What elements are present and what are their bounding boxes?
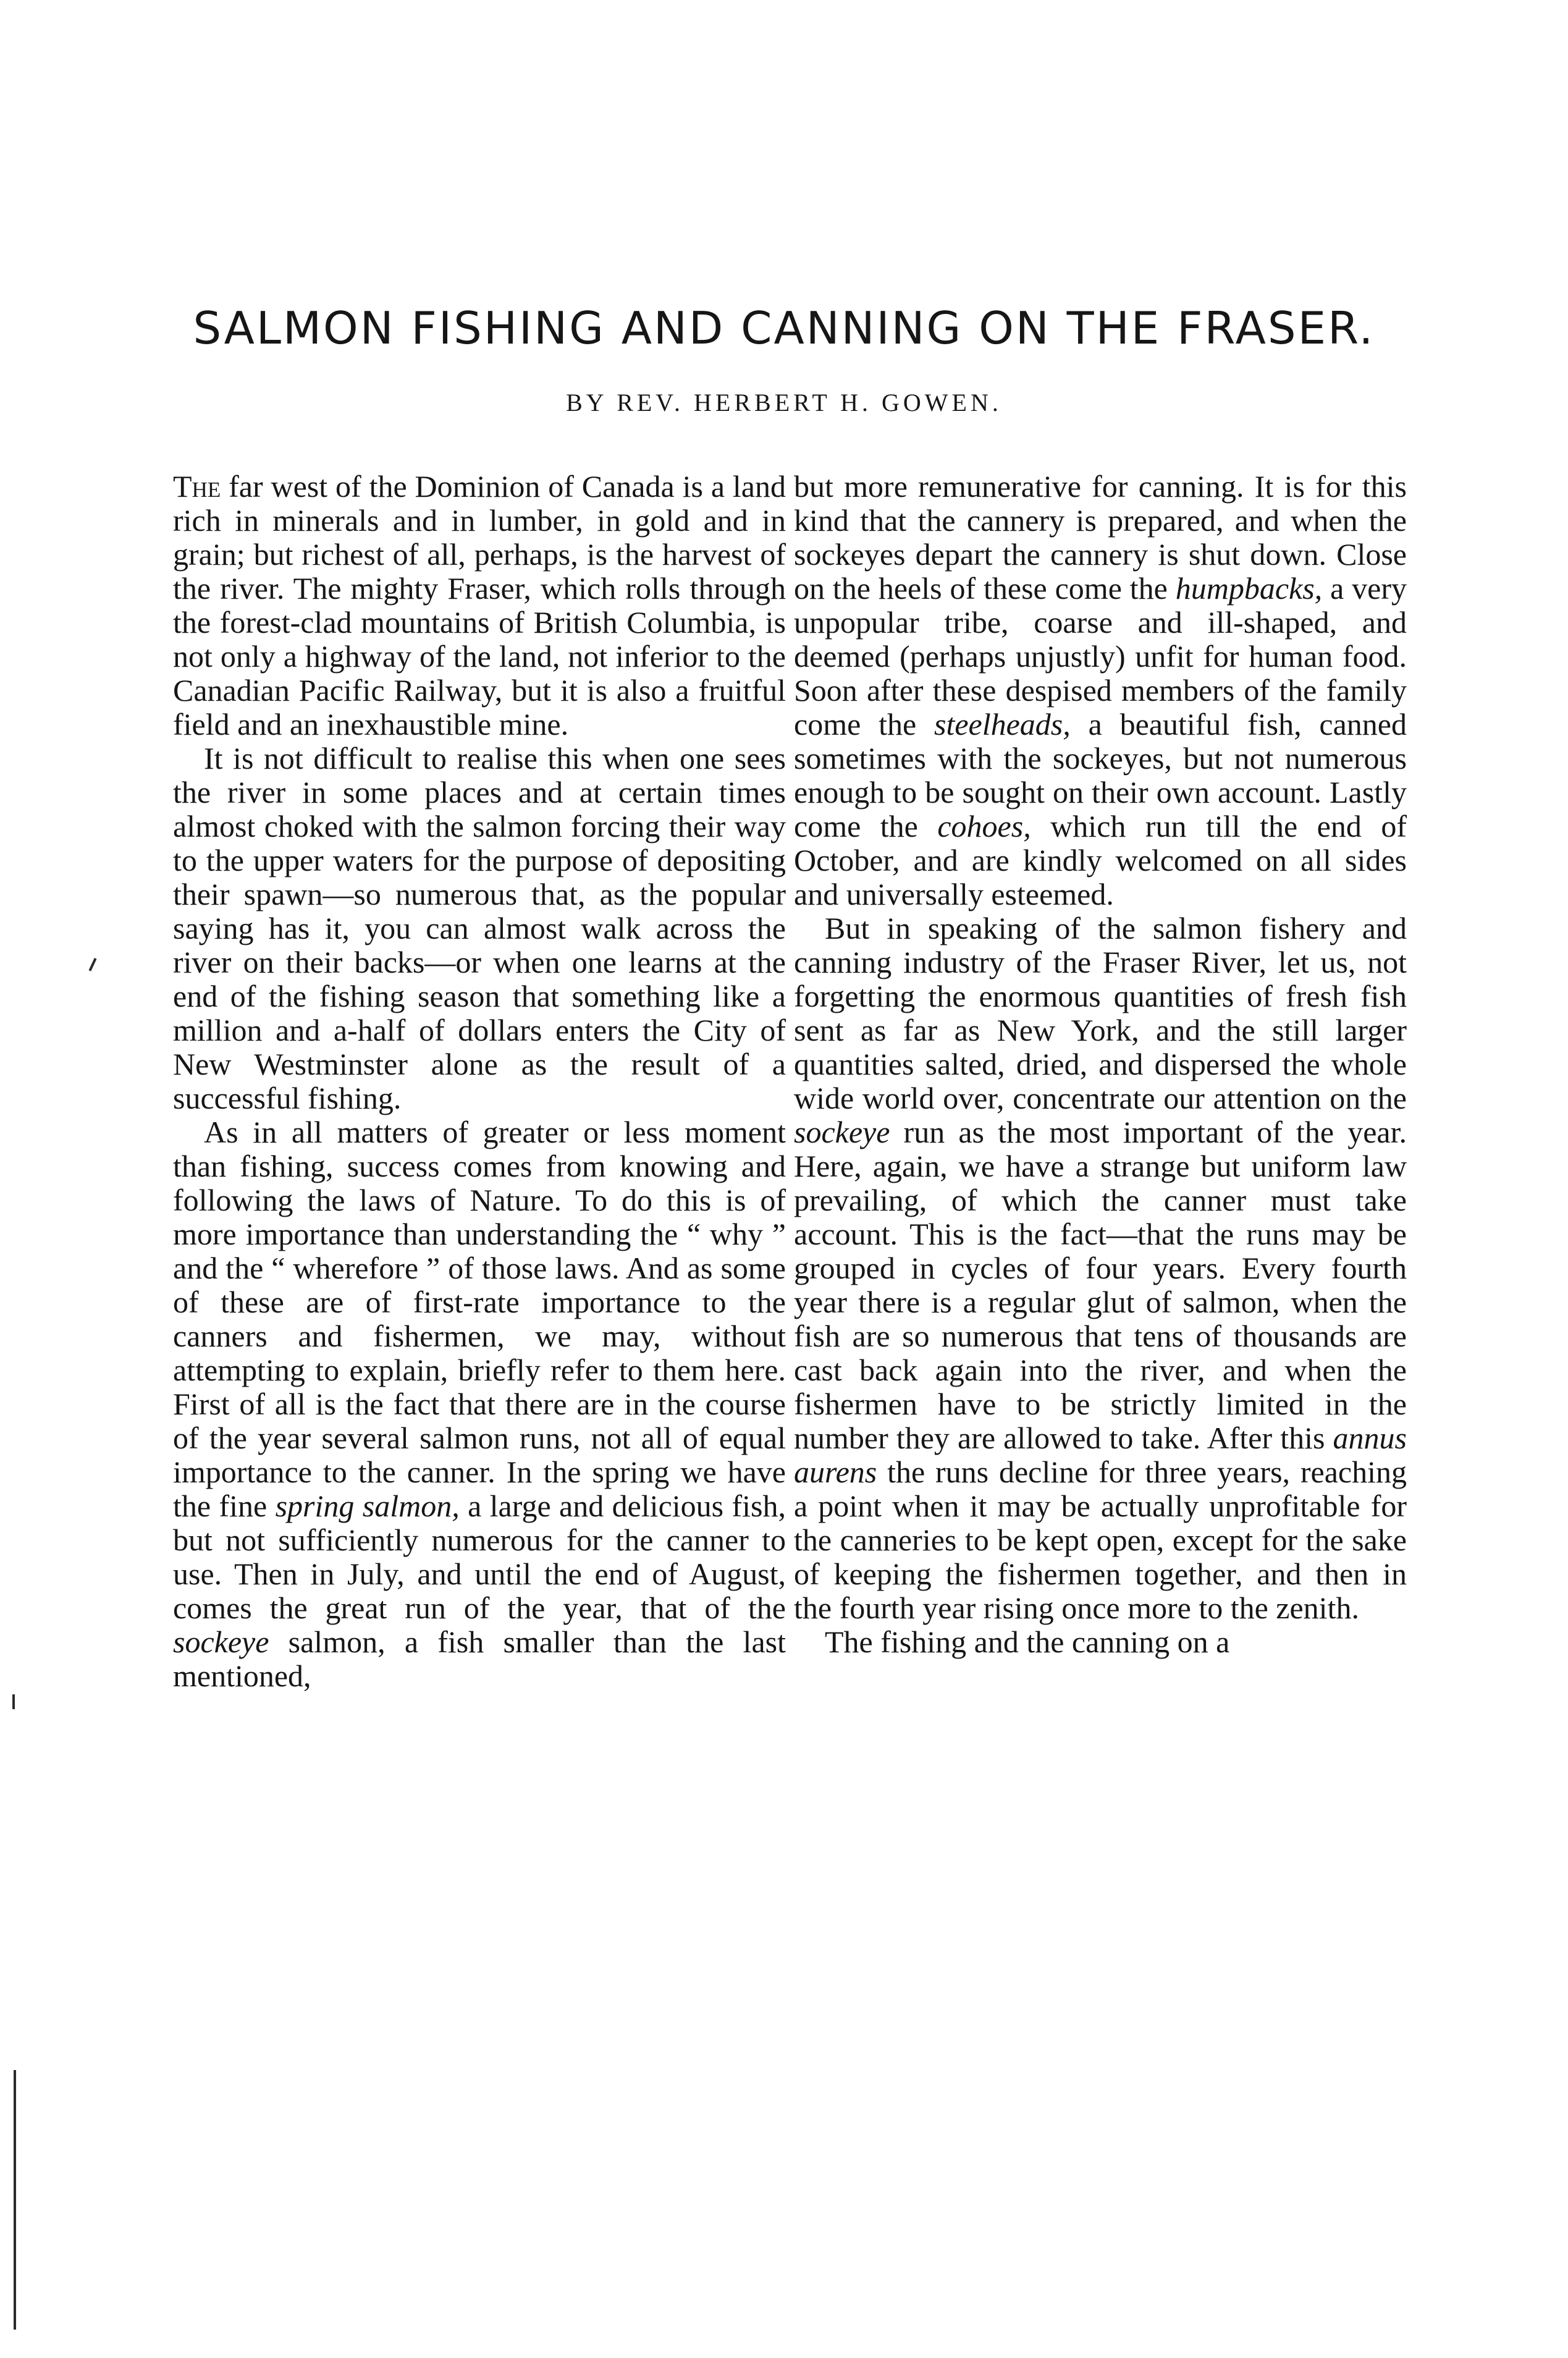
paragraph-salmon-kinds: but more remunerative for canning. It is for this kind that the cannery is prepared, and when the sockeyes depart the cannery is shut down. Close on the heels of these come the humpbacks, a very unpopular tribe, coarse and ill-shaped, and deemed (perhaps unjustly) unfit for human food. Soon after these despised members of the family come the steelheads, a beautiful fish, canned sometimes with the sockeyes, but not numerous enough to be sought on their own account. Lastly come the cohoes, which run till the end of October, and are kindly welcomed on all sides and universally esteemed.: [794, 469, 1407, 911]
term-steelheads: steelheads,: [934, 707, 1071, 742]
article-title: SALMON FISHING AND CANNING ON THE FRASER.: [193, 302, 1375, 354]
scan-margin-tick-lower: [12, 1694, 15, 1709]
scan-margin-line: [14, 2070, 16, 2330]
paragraph-sockeye-cycles: But in speaking of the salmon fishery and canning industry of the Fraser River, let us, not forgetting the enormous quantities of fresh fish sent as far as New York, and the still larger quantities salted, dried, and dispersed the whole wide world over, concentrate our attention on the sockeye run as the most important of the year. Here, again, we have a strange but uniform law prevailing, of which the canner must take account. This is the fact—that the runs may be grouped in cycles of four years. Every fourth year there is a regular glut of salmon, when the fish are so numerous that tens of thousands are cast back again into the river, and when the fishermen have to be strictly limited in the number they are allowed to take. After this annus aurens the runs decline for three years, reaching a point when it may be actually unprofitable for the canneries to be kept open, except for the sake of keeping the fishermen together, and then in the fourth year rising once more to the zenith.: [794, 911, 1407, 1625]
right-column: [794, 470, 1407, 2249]
left-column: [173, 470, 786, 2249]
term-humpbacks: humpbacks,: [1175, 571, 1323, 606]
paragraph-fishing-and-canning: The fishing and the canning on a: [825, 1625, 1230, 1659]
term-cohoes: cohoes,: [937, 809, 1031, 843]
article-byline: BY REV. HERBERT H. GOWEN.: [566, 389, 1002, 416]
lead-words: The: [173, 469, 221, 504]
term-annus-aurens: annus aurens: [794, 1421, 1407, 1489]
paragraph-intro-text: far west of the Dominion of Canada is a land rich in minerals and in lumber, in gold and in grain; but richest of all, perhaps, is the harvest of the river. The mighty Fraser, which rolls through the forest-clad mountains of British Columbia, is not only a highway of the land, not inferior to the Canadian Pacific Railway, but it is also a fruitful field and an inexhaustible mine.: [173, 469, 786, 742]
paragraph-salmon-runs-spectacle: It is not difficult to realise this when one sees the river in some places and at certain times almost choked with the salmon forcing their way to the upper waters for the purpose of depositing their spawn—so numerous that, as the popular saying has it, you can almost walk across the river on their backs—or when one learns at the end of the fishing season that something like a million and a-half of dollars enters the City of New Westminster alone as the result of a successful fishing.: [173, 741, 786, 1115]
term-spring-salmon: spring salmon,: [275, 1489, 460, 1523]
term-sockeye: sockeye: [173, 1625, 269, 1659]
paragraph-intro: [173, 470, 786, 742]
term-sockeye-run: sockeye: [794, 1115, 890, 1149]
scan-margin-tick: [89, 958, 97, 971]
paragraph-laws-of-nature: As in all matters of greater or less moment than fishing, success comes from knowing and following the laws of Nature. To do this is of more importance than understanding the “ why ” and the “ wherefore ” of those laws. And as some of these are of first-rate importance to the canners and fishermen, we may, without attempting to explain, briefly refer to them here. First of all is the fact that there are in the course of the year several salmon runs, not all of equal importance to the canner. In the spring we have the fine spring salmon, a large and delicious fish, but not sufficiently numerous for the canner to use. Then in July, and until the end of August, comes the great run of the year, that of the sockeye salmon, a fish smaller than the last mentioned,: [173, 1115, 786, 1693]
